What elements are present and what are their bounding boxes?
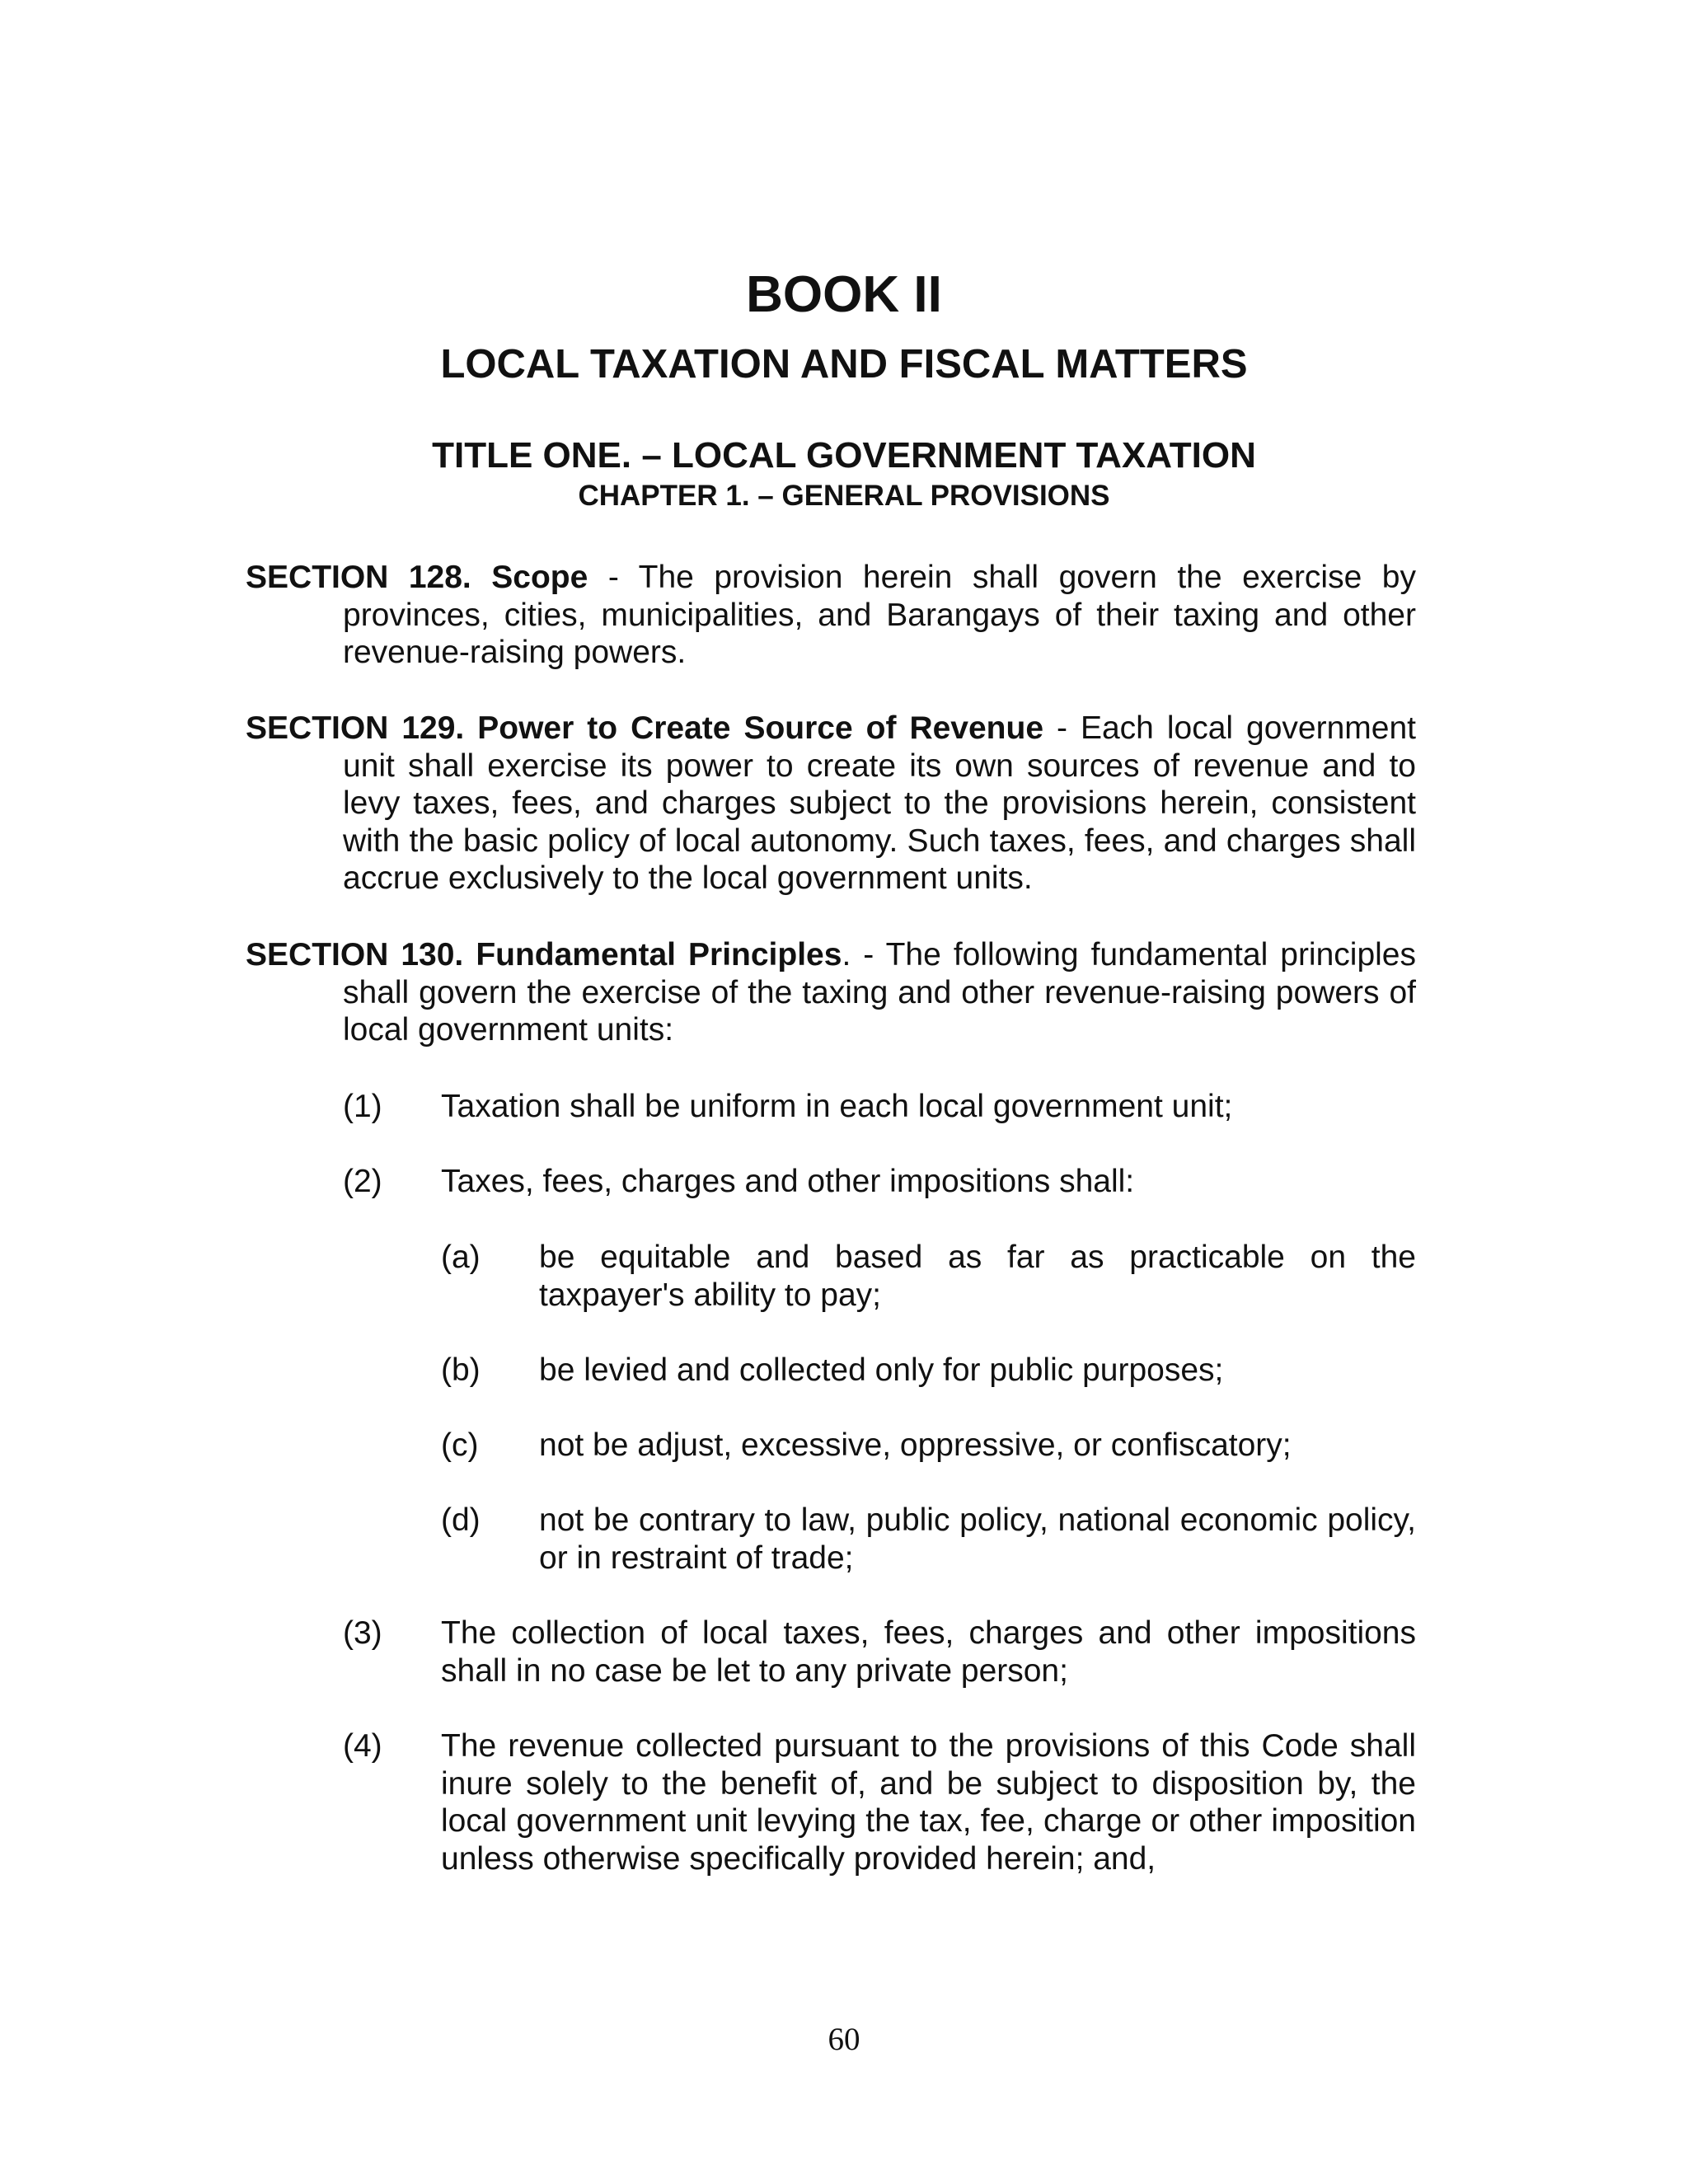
section-129-heading: Power to Create Source of Revenue [477,710,1044,746]
section-128-number: SECTION 128. [246,560,471,595]
sub-principle-c-number: (c) [441,1427,479,1463]
principle-3-number: (3) [343,1615,382,1651]
principle-4-number: (4) [343,1728,382,1764]
section-130 [246,936,1416,1049]
sub-principle-a-text: be equitable and based as far as practicable on the taxpayer's ability to pay; [539,1240,1416,1313]
sub-principle-d-text: not be contrary to law, public policy, national economic policy, or in restraint of trade; [539,1502,1416,1576]
chapter-heading: CHAPTER 1. – GENERAL PROVISIONS [578,480,1110,512]
sub-principle-c-text: not be adjust, excessive, oppressive, or confiscatory; [539,1427,1292,1463]
principle-2-text: Taxes, fees, charges and other impositions shall: [441,1164,1135,1199]
sub-principle-a-number: (a) [441,1240,481,1275]
principle-2-number: (2) [343,1164,382,1199]
principle-4-text: The revenue collected pursuant to the provisions of this Code shall inure solely to the benefit of, and be subject to disposition by, the local government unit levying the tax, fee, charge or other imposition unless otherwise specifically provided herein; and, [441,1728,1416,1877]
section-129-number: SECTION 129. [246,710,465,746]
section-130-heading: Fundamental Principles [476,937,842,972]
page-number: 60 [828,2022,860,2057]
section-128 [246,559,1416,672]
book-title: BOOK II [746,266,942,323]
book-subtitle: LOCAL TAXATION AND FISCAL MATTERS [440,342,1248,387]
section-129-first-line-text: - Each local government [1043,710,1416,746]
section-130-first-line [246,936,1416,974]
section-128-heading: Scope [491,560,588,595]
principle-3-text: The collection of local taxes, fees, charges and other impositions shall in no case be let to any private person; [441,1615,1416,1689]
section-129-body: unit shall exercise its power to create its own sources of revenue and to levy taxes, fees, and charges subject to the provisions herein, consistent with the basic policy of local autonomy. Such taxes, fees, and charges shall accrue exclusively to the local government units. [343,748,1416,896]
section-130-body: shall govern the exercise of the taxing and other revenue-raising powers of local government units: [343,974,1416,1047]
section-128-body: provinces, cities, municipalities, and Barangays of their taxing and other revenue-raising powers. [343,597,1416,670]
section-128-first-line [246,559,1416,597]
title-heading: TITLE ONE. – LOCAL GOVERNMENT TAXATION [432,435,1256,476]
sub-principle-b-number: (b) [441,1352,481,1388]
principle-1-number: (1) [343,1089,382,1124]
section-128-first-line-text: - The provision herein shall govern the exercise by [588,560,1416,595]
principle-1-text: Taxation shall be uniform in each local government unit; [441,1089,1233,1124]
sub-principle-b-text: be levied and collected only for public purposes; [539,1352,1224,1388]
section-130-first-line-text: . - The following fundamental principles [842,937,1416,972]
section-129 [246,710,1416,898]
sub-principle-d-number: (d) [441,1502,481,1538]
section-129-first-line [246,710,1416,748]
section-130-number: SECTION 130. [246,937,464,972]
